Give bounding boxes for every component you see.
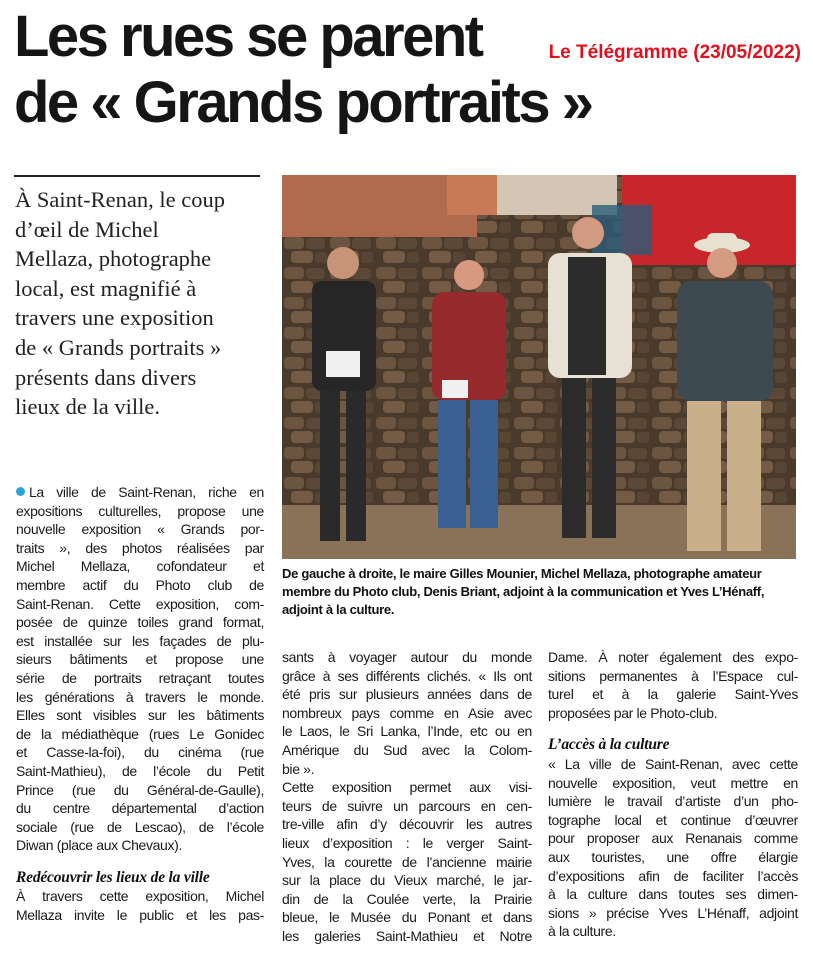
body-line: sitions permanentes à l’Espace cul-: [548, 667, 798, 684]
chapo-line: Mellaza, photographe: [15, 246, 212, 272]
body-line: Prince (rue du Général-de-Gaulle),: [16, 781, 264, 798]
body-line: proposées par le Photo-club.: [548, 704, 718, 721]
body-line: Yves, la courette de l’ancienne mairie: [282, 853, 532, 870]
article-column-1: [16, 483, 264, 925]
subhead-culture: L’accès à la culture: [548, 736, 670, 754]
body-line: à la culture.: [548, 923, 616, 940]
body-line: est installée sur les façades de plu-: [16, 632, 264, 649]
body-line: sieurs bâtiments et propose une: [16, 651, 264, 668]
article-column-2: [282, 648, 532, 946]
body-line: traits », des photos réalisées par: [16, 539, 264, 556]
body-line: sions » précise Yves L’Hénaff, adjoint: [548, 904, 798, 921]
body-line: nombreux pays comme en Asie avec: [282, 704, 532, 721]
body-line: Mellaza invite le public et les pas-: [16, 907, 264, 924]
body-line: les générations à travers le monde.: [16, 688, 264, 705]
body-line: teurs de suivre un parcours en cen-: [282, 797, 532, 814]
body-line: À travers cette exposition, Michel: [16, 888, 264, 905]
chapo-line: de « Grands portraits »: [15, 334, 222, 360]
body-line: expositions culturelles, propose une: [16, 502, 264, 519]
body-line: d’expositions afin de faciliter l’accès: [548, 867, 798, 884]
chapo-line: local, est magnifié à: [15, 275, 197, 301]
body-line: Saint-Mathieu), de l’école du Petit: [16, 762, 264, 779]
body-line: tre-ville afin d’y découvrir les autres: [282, 816, 532, 833]
subhead-rediscover: Redécouvrir les lieux de la ville: [16, 868, 210, 886]
body-line: sociale (rue de Lescao), de l’école: [16, 818, 264, 835]
chapo-line: À Saint-Renan, le coup: [15, 187, 225, 212]
chapo-line: lieux de la ville.: [15, 394, 160, 420]
chapo-line: présents dans divers: [15, 364, 197, 390]
body-line: nouvelle exposition, veut mettre en: [548, 774, 798, 791]
caption-line: De gauche à droite, le maire Gilles Mounier, Michel Mellaza, photographe amateur: [282, 566, 762, 581]
article-photo: [282, 175, 796, 559]
body-line: pour proposer aux Renanais comme: [548, 830, 798, 847]
body-line: nouvelle exposition « Grands por-: [16, 521, 264, 538]
body-line: lumière le travail d’artiste d’un pho-: [548, 793, 798, 810]
body-line: série de portraits retraçant toutes: [16, 669, 264, 686]
body-line: le Laos, le Sri Lanka, l’Inde, etc ou en: [282, 723, 532, 740]
body-line: « La ville de Saint-Renan, avec cette: [548, 755, 798, 772]
body-text: La ville de Saint-Renan, riche en: [29, 484, 264, 500]
headline: [14, 4, 654, 136]
body-line: membre actif du Photo club de: [16, 576, 264, 593]
article-column-3: [548, 648, 798, 941]
body-line: Elles sont visibles sur les bâtiments: [16, 707, 264, 724]
body-line: din de la Coulée verte, la Prairie: [282, 890, 532, 907]
body-line: sur la place du Vieux marché, le jar-: [282, 872, 532, 889]
body-line: bie ».: [282, 760, 315, 777]
body-line: les galeries Saint-Mathieu et Notre: [282, 927, 532, 944]
body-line: de la médiathèque (rues Le Gonidec: [16, 725, 264, 742]
chapo-line: travers une exposition: [15, 305, 214, 331]
headline-line-1: Les rues se parent: [14, 4, 482, 69]
caption-line: adjoint à la culture.: [282, 602, 395, 617]
body-line: été pris sur plusieurs années dans de: [282, 686, 532, 703]
bullet-icon: [16, 487, 25, 496]
source-credit: Le Télégramme (23/05/2022): [548, 42, 801, 63]
photo-illustration: [282, 175, 796, 559]
body-line: et Casse-la-foi), du cinéma (rue: [16, 744, 264, 761]
body-line: tographe local et continue d’œuvrer: [548, 811, 798, 828]
body-line: Amérique du Sud avec la Colom-: [282, 741, 532, 758]
body-line: sants à voyager autour du monde: [282, 649, 532, 665]
body-line: du centre départemental d’action: [16, 800, 264, 817]
body-line: à la culture dans toutes ses dimen-: [548, 886, 798, 903]
body-line: Dame. À noter également des expo-: [548, 649, 798, 665]
body-line: posée de quinze toiles grand format,: [16, 614, 264, 631]
caption-line: membre du Photo club, Denis Briant, adjoint à la communication et Yves L’Hénaff,: [282, 584, 765, 599]
photo-caption: [282, 565, 804, 619]
body-line: Saint-Renan. Cette exposition, com-: [16, 595, 264, 612]
chapo: [15, 185, 265, 422]
body-line: grâce à ses différents clichés. « Ils ont: [282, 667, 532, 684]
body-line: aux touristes, une offre élargie: [548, 848, 798, 865]
body-line: turel et à la galerie Saint-Yves: [548, 686, 798, 703]
body-line: Cette exposition permet aux visi-: [282, 779, 532, 796]
chapo-rule: [14, 175, 260, 177]
body-line: bleue, le Musée du Ponant et dans: [282, 909, 532, 926]
body-line: Michel Mellaza, cofondateur et: [16, 558, 264, 575]
headline-line-2: de « Grands portraits »: [14, 70, 592, 135]
chapo-line: d’œil de Michel: [15, 216, 159, 242]
body-line: Diwan (place aux Chevaux).: [16, 837, 182, 854]
body-line: [16, 483, 264, 502]
body-line: lieux d’exposition : le verger Saint-: [282, 834, 532, 851]
